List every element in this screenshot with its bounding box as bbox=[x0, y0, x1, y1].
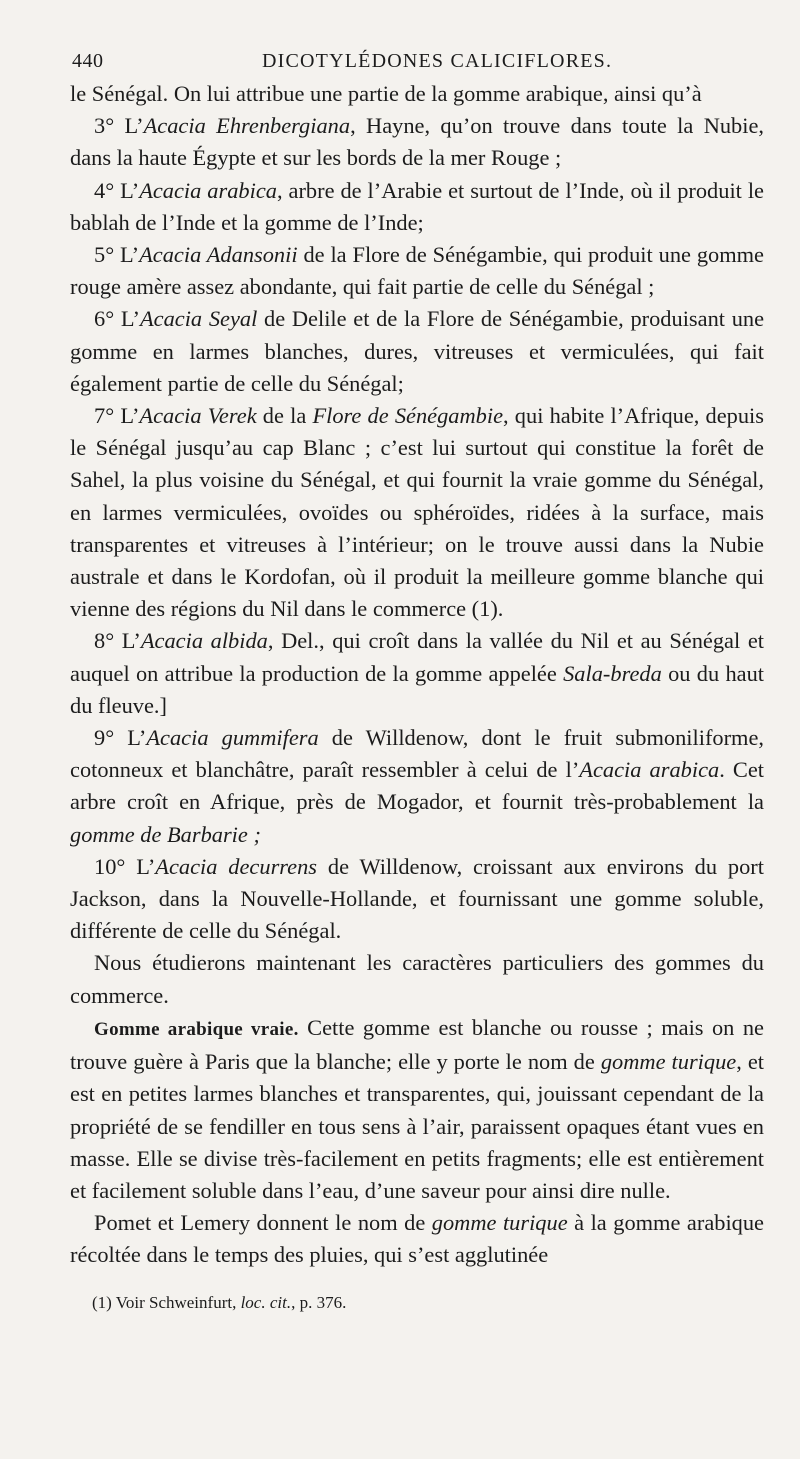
paragraph-pomet-lemery: Pomet et Lemery donnent le nom de gomme turique à la gomme arabique récoltée dans le temps des pluies, qui s’est agglutinée bbox=[70, 1210, 764, 1268]
gum-name: Sala-breda bbox=[563, 660, 662, 686]
list-item-6: 6° L’Acacia Seyal de Delile et de la Flore de Sénégambie, produisant une gomme en larmes blanches, dures, vitreuses et vermiculées, qui fait également partie de celle du Sénégal; bbox=[70, 306, 765, 396]
section-heading: Gomme arabique vraie. bbox=[94, 1018, 299, 1040]
species-name: Acacia Seyal bbox=[139, 306, 258, 332]
footnote: (1) Voir Schweinfurt, loc. cit., p. 376. bbox=[92, 1292, 347, 1312]
flora-title: Flore de Sénégambie bbox=[312, 403, 504, 429]
paragraph-gomme-arabique: Gomme arabique vraie. Cette gomme est blanche ou rousse ; mais on ne trouve guère à Paris que la blanche; elle y porte le nom de gomme turique, et est en petites larmes blanches et transparentes, qui, jouissant cependant de la propriété de se fendiller en tous sens à l’air, paraissent opaques étant vues en masse. Elle se divise très-facilement en petits fragments; elle est entièrement et facilement soluble dans l’eau, d’une saveur pour ainsi dire nulle. bbox=[70, 1014, 764, 1203]
list-item-7: 7° L’Acacia Verek de la Flore de Sénégambie, qui habite l’Afrique, depuis le Sénégal jusqu’au cap Blanc ; c’est lui surtout qui constitue la forêt de Sahel, la plus voisine du Sénégal, et qui fournit la vraie gomme du Sénégal, en larmes vermiculées, ovoïdes ou sphéroïdes, ridées à la surface, mais transparentes et vitreuses à l’intérieur; on le trouve aussi dans la Nubie australe et dans le Kordofan, où il produit la meilleure gomme blanche qui vienne des régions du Nil dans le commerce (1). bbox=[70, 403, 764, 622]
species-name: Acacia Adansonii bbox=[139, 242, 298, 268]
gum-term: gomme turique bbox=[600, 1049, 737, 1075]
page-number: 440 bbox=[72, 50, 104, 72]
species-name: Acacia gummifera bbox=[146, 725, 319, 751]
species-name: Acacia arabica bbox=[139, 177, 277, 203]
running-head: DICOTYLÉDONES CALICIFLORES. bbox=[262, 50, 613, 72]
gum-term: gomme turique bbox=[431, 1210, 568, 1236]
species-name: Acacia arabica bbox=[579, 757, 720, 783]
species-name: Acacia Verek bbox=[139, 403, 257, 429]
gum-name: gomme de Barbarie ; bbox=[70, 821, 261, 847]
list-item-8: 8° L’Acacia albida, Del., qui croît dans la vallée du Nil et au Sénégal et auquel on attribue la production de la gomme appelée Sala-breda ou du haut du fleuve.] bbox=[70, 628, 764, 718]
species-name: Acacia albida bbox=[140, 628, 268, 654]
list-item-5: 5° L’Acacia Adansonii de la Flore de Sénégambie, qui produit une gomme rouge amère assez abondante, qui fait partie de celle du Sénégal ; bbox=[70, 242, 764, 300]
citation-ref: loc. cit. bbox=[240, 1292, 292, 1312]
body-text bbox=[70, 78, 764, 1272]
page-header bbox=[70, 46, 764, 78]
paragraph-transition: Nous étudierons maintenant les caractères particuliers des gommes du commerce. bbox=[70, 950, 764, 1008]
list-item-10: 10° L’Acacia decurrens de Willdenow, croissant aux environs du port Jackson, dans la Nouvelle-Hollande, et fournissant une gomme soluble, différente de celle du Sénégal. bbox=[70, 853, 764, 944]
list-item-4: 4° L’Acacia arabica, arbre de l’Arabie et surtout de l’Inde, où il produit le bablah de l’Inde et la gomme de l’Inde; bbox=[70, 177, 764, 235]
list-item-9: 9° L’Acacia gummifera de Willdenow, dont le fruit submoniliforme, cotonneux et blanchâtre, paraît ressembler à celui de l’Acacia arabica. Cet arbre croît en Afrique, près de Mogador, et fournit très-probablement la gomme de Barbarie ; bbox=[70, 725, 765, 847]
paragraph-continuation: le Sénégal. On lui attribue une partie de la gomme arabique, ainsi qu’à bbox=[70, 81, 702, 106]
species-name: Acacia decurrens bbox=[155, 853, 318, 879]
species-name: Acacia Ehrenbergiana bbox=[143, 113, 351, 139]
list-item-3: 3° L’Acacia Ehrenbergiana, Hayne, qu’on trouve dans toute la Nubie, dans la haute Égypte et sur les bords de la mer Rouge ; bbox=[70, 113, 765, 171]
